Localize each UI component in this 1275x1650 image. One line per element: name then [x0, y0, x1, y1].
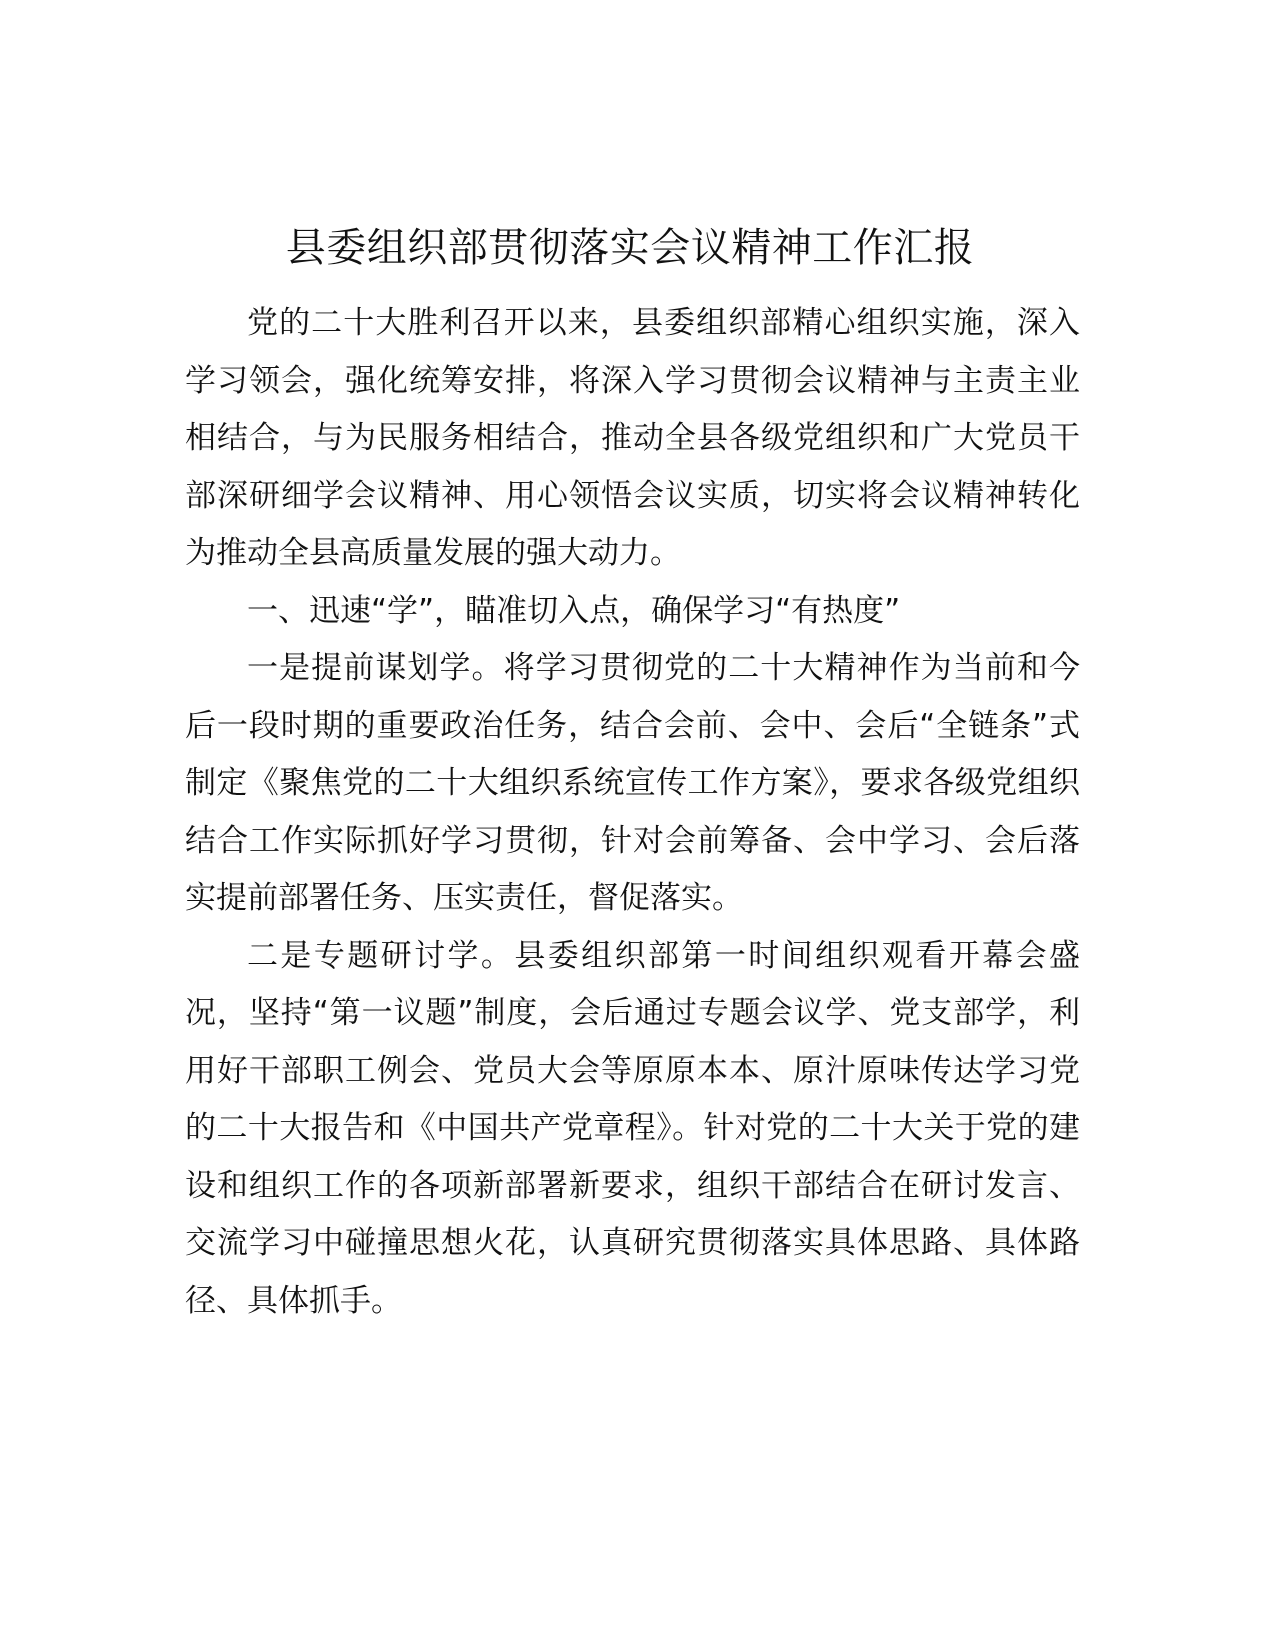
document-title: 县委组织部贯彻落实会议精神工作汇报: [285, 225, 975, 271]
intro-paragraph: 党的二十大胜利召开以来，县委组织部精心组织实施，深入学习领会，强化统筹安排，将深入学习贯彻会议精神与主责主业相结合，与为民服务相结合，推动全县各级党组织和广大党员干部深研细学会议精神、用心领悟会议实质，切实将会议精神转化为推动全县高质量发展的强大动力。: [185, 305, 1080, 571]
paragraph-seminar: 二是专题研讨学。县委组织部第一时间组织观看开幕会盛况，坚持“第一议题”制度，会后通过专题会议学、党支部学，利用好干部职工例会、党员大会等原原本本、原汁原味传达学习党的二十大报告和《中国共产党章程》。针对党的二十大关于党的建设和组织工作的各项新部署新要求，组织干部结合在研讨发言、交流学习中碰撞思想火花，认真研究贯彻落实具体思路、具体路径、具体抓手。: [185, 937, 1080, 1319]
paragraph-planning: 一是提前谋划学。将学习贯彻党的二十大精神作为当前和今后一段时期的重要政治任务，结合会前、会中、会后“全链条”式制定《聚焦党的二十大组织系统宣传工作方案》，要求各级党组织结合工作实际抓好学习贯彻，针对会前筹备、会中学习、会后落实提前部署任务、压实责任，督促落实。: [185, 650, 1080, 916]
document-body: [185, 295, 1080, 1330]
section-heading-1: 一、迅速“学”，瞄准切入点，确保学习“有热度”: [247, 592, 901, 629]
